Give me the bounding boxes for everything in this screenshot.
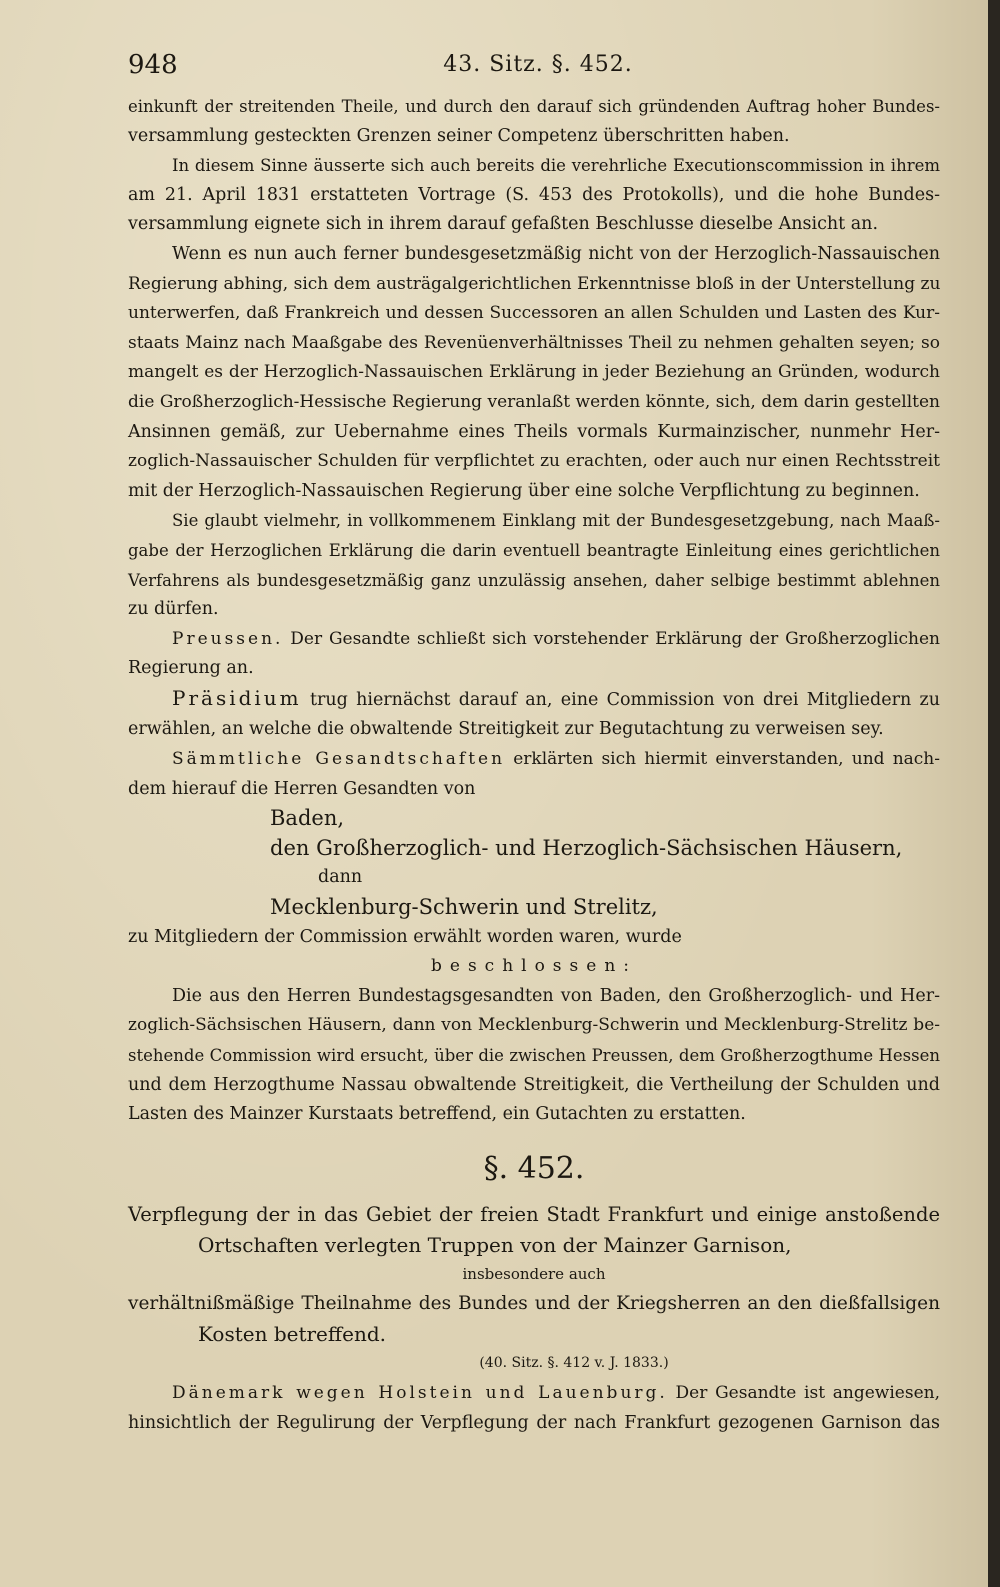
text-line: einkunft der streitenden Theile, und durch den darauf sich gründenden Auftrag hoher Bundes- [128, 97, 940, 116]
text-line: Sie glaubt vielmehr, in vollkommenem Einklang mit der Bundesgesetzgebung, nach Maaß- [172, 511, 940, 531]
speech-text: trug hiernächst darauf an, eine Commission von drei Mitgliedern zu [309, 689, 940, 710]
section-title-line: verhältnißmäßige Theilnahme des Bundes und der Kriegsherren an den dießfallsigen [128, 1293, 940, 1315]
speaker-name: Sämmtliche Gesandtschaften [172, 749, 506, 770]
text-line: versammlung gesteckten Grenzen seiner Competenz überschritten haben. [128, 125, 790, 146]
text-line: erwählen, an welche die obwaltende Streitigkeit zur Begutachtung zu verweisen sey. [128, 719, 884, 740]
text-line: staats Mainz nach Maaßgabe des Revenüenverhältnisses Theil zu nehmen gehalten seyen; so [128, 332, 940, 353]
text-line: In diesem Sinne äusserte sich auch bereits die verehrliche Executionscommission in ihrem [172, 156, 940, 176]
commission-member: Mecklenburg-Schwerin und Strelitz, [270, 895, 658, 920]
section-title-line: Ortschaften verlegten Truppen von der Mainzer Garnison, [198, 1232, 792, 1257]
section-number: §. 452. [483, 1150, 585, 1186]
text-line: Ansinnen gemäß, zur Uebernahme eines Theils vormals Kurmainzischer, nunmehr Her- [128, 421, 940, 442]
text-line: stehende Commission wird ersucht, über die zwischen Preussen, dem Großherzogthume Hessen [128, 1046, 940, 1065]
text-line: zoglich-Nassauischer Schulden für verpflichtet zu erachten, oder auch nur einen Rechtsstreit [128, 451, 940, 472]
text-line: Regierung an. [128, 658, 254, 679]
text-line: Die aus den Herren Bundestagsgesandten von Baden, den Großherzoglich- und Her- [172, 985, 940, 1006]
text-line: zoglich-Sächsischen Häusern, dann von Mecklenburg-Schwerin und Mecklenburg-Strelitz be- [128, 1015, 940, 1036]
section-title-line: insbesondere auch [462, 1264, 606, 1283]
section-title-line: Kosten betreffend. [198, 1322, 386, 1347]
page-number: 948 [128, 50, 178, 80]
text-line: dann [318, 867, 363, 888]
text-line: unterwerfen, daß Frankreich und dessen Successoren an allen Schulden und Lasten des Kur- [128, 303, 940, 324]
page-body [128, 92, 940, 1438]
text-line: Regierung abhing, sich dem austrägalgerichtlichen Erkenntnisse bloß in der Unterstellung zu [128, 273, 941, 294]
speech-daenemark [128, 1379, 940, 1409]
text-line: mit der Herzoglich-Nassauischen Regierung über eine solche Verpflichtung zu beginnen. [128, 480, 920, 501]
speaker-name: Präsidium [172, 685, 302, 710]
speaker-name: Dänemark wegen Holstein und Lauenburg. [172, 1382, 668, 1403]
commission-member: Baden, [270, 806, 345, 831]
section-title-line: Verpflegung der in das Gebiet der freien Stadt Frankfurt und einige anstoßende [128, 1202, 940, 1226]
text-line: zu dürfen. [128, 599, 219, 620]
running-head: 43. Sitz. §. 452. [443, 52, 633, 77]
page-header [128, 50, 948, 90]
commission-member: den Großherzoglich- und Herzoglich-Sächsischen Häusern, [270, 835, 903, 860]
speech-preussen [128, 625, 940, 655]
text-line: Wenn es nun auch ferner bundesgesetzmäßig nicht von der Herzoglich-Nassauischen [172, 243, 940, 264]
speech-saemmtliche [128, 745, 940, 775]
speech-text: Der Gesandte schließt sich vorstehender Erklärung der Großherzoglichen [290, 628, 940, 649]
speech-praesidium [128, 684, 940, 716]
section-reference: (40. Sitz. §. 412 v. J. 1833.) [479, 1355, 669, 1372]
text-line: zu Mitgliedern der Commission erwählt worden waren, wurde [128, 926, 682, 947]
text-line: die Großherzoglich-Hessische Regierung veranlaßt werden könnte, sich, dem darin gestellten [128, 391, 940, 412]
text-line: mangelt es der Herzoglich-Nassauischen Erklärung in jeder Beziehung an Gründen, wodurch [128, 362, 940, 383]
text-line: und dem Herzogthume Nassau obwaltende Streitigkeit, die Vertheilung der Schulden und [128, 1074, 940, 1095]
text-line: am 21. April 1831 erstatteten Vortrage (S. 453 des Protokolls), und die hohe Bundes- [128, 184, 940, 205]
text-line: hinsichtlich der Regulirung der Verpflegung der nach Frankfurt gezogenen Garnison das [128, 1412, 940, 1433]
resolved-heading: beschlossen: [431, 956, 637, 977]
text-line: dem hierauf die Herren Gesandten von [128, 778, 476, 799]
text-line: gabe der Herzoglichen Erklärung die darin eventuell beantragte Einleitung eines gerichtlichen [128, 540, 940, 560]
speech-text: erklärten sich hiermit einverstanden, und nach- [513, 749, 941, 770]
speaker-name: Preussen. [172, 628, 284, 649]
text-line: Lasten des Mainzer Kurstaats betreffend, ein Gutachten zu erstatten. [128, 1104, 746, 1125]
text-line: Verfahrens als bundesgesetzmäßig ganz unzulässig ansehen, daher selbige bestimmt ablehnen [128, 570, 940, 590]
speech-text: Der Gesandte ist angewiesen, [675, 1382, 940, 1403]
text-line: versammlung eignete sich in ihrem darauf gefaßten Beschlusse dieselbe Ansicht an. [128, 214, 879, 235]
